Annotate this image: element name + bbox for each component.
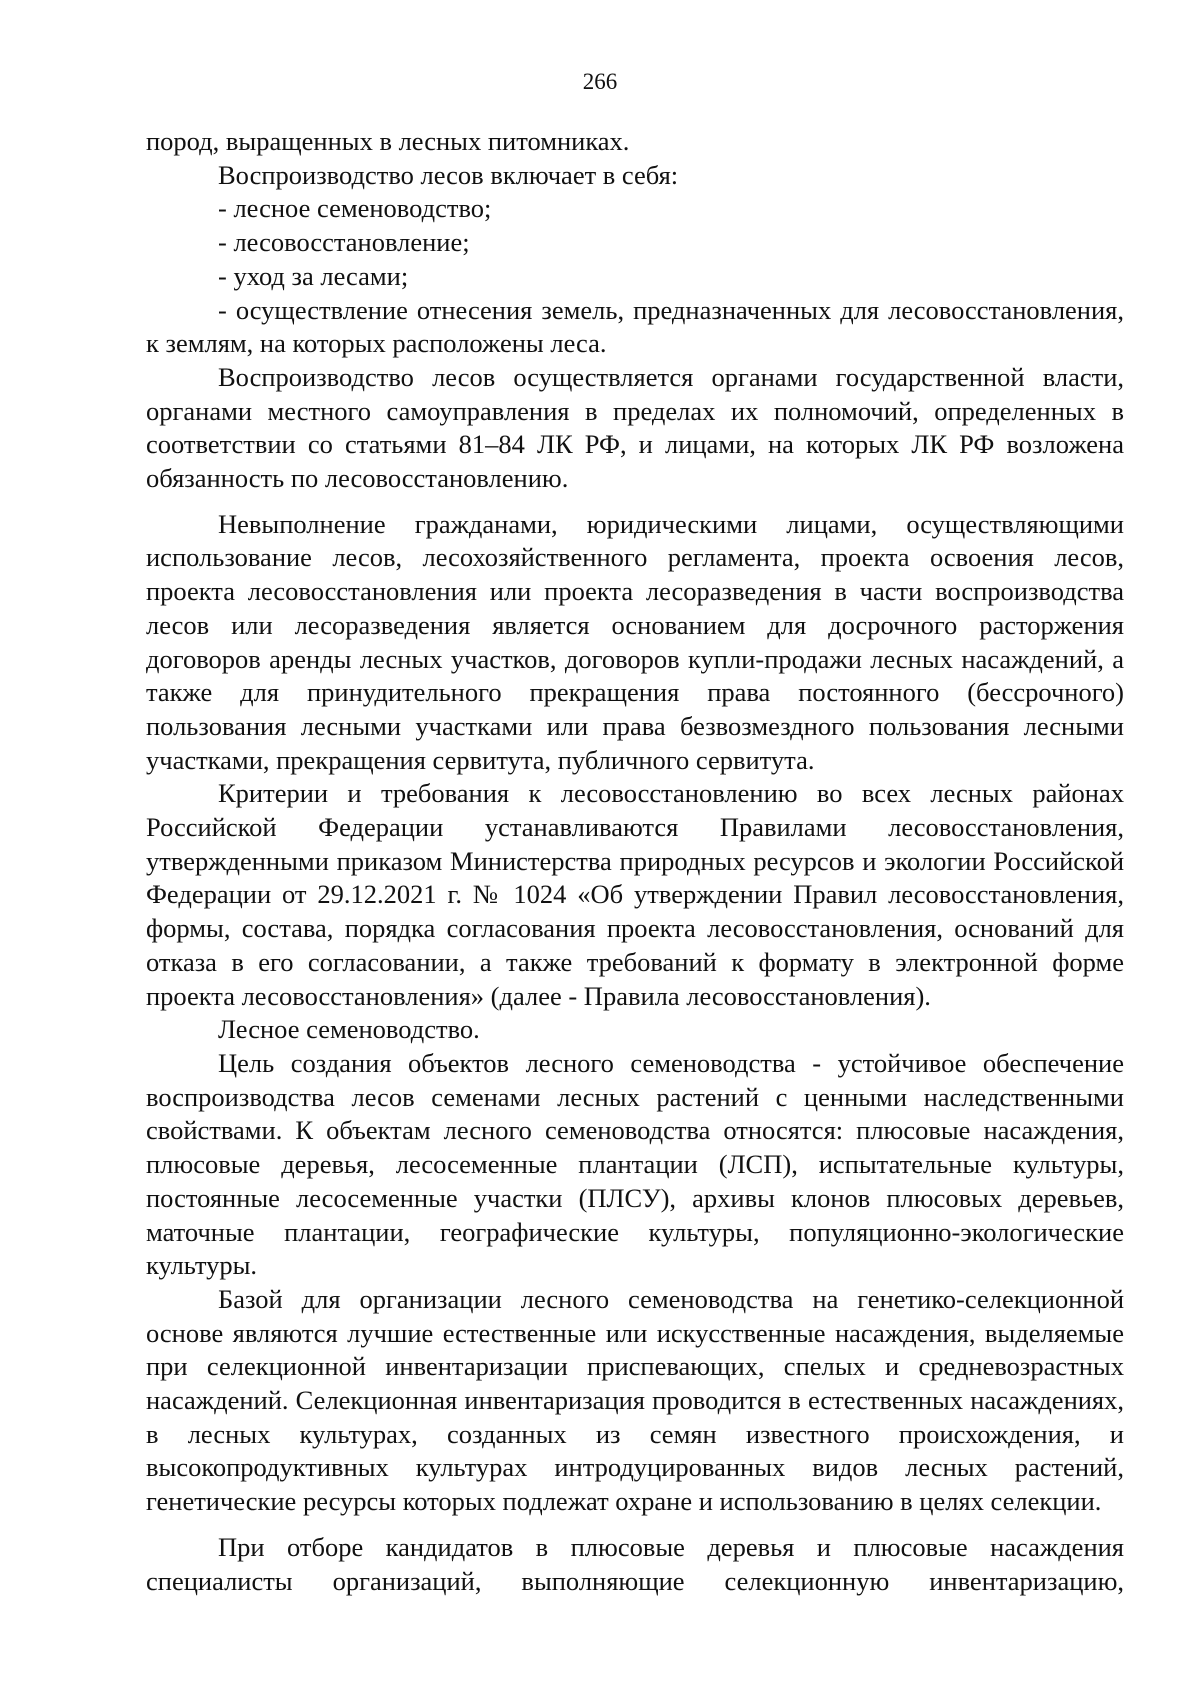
list-item: - осуществление отнесения земель, предназначенных для лесовосстановления, к землям, на которых расположены леса. [146,294,1124,359]
list-item: - лесовосстановление; [218,227,470,258]
document-body [146,125,1124,1598]
paragraph: Воспроизводство лесов осуществляется органами государственной власти, органами местного самоуправления в пределах их полномочий, определенных в соответствии со статьями 81–84 ЛК РФ, и лицами, на которых ЛК РФ возложена обязанность по лесовосстановлению. [146,361,1124,494]
paragraph: Невыполнение гражданами, юридическими лицами, осуществляющими использование лесов, лесохозяйственного регламента, проекта освоения лесов, проекта лесовосстановления или проекта лесоразведения в части воспроизводства лесов или лесоразведения является основанием для досрочного расторжения договоров аренды лесных участков, договоров купли-продажи лесных насаждений, а также для принудительного прекращения права постоянного (бессрочного) пользования лесными участками или права безвозмездного пользования лесными участками, прекращения сервитута, публичного сервитута. [146,508,1124,775]
paragraph: Цель создания объектов лесного семеноводства - устойчивое обеспечение воспроизводства лесов семенами лесных растений с ценными наследственными свойствами. К объектам лесного семеноводства относятся: плюсовые насаждения, плюсовые деревья, лесосеменные плантации (ЛСП), испытательные культуры, постоянные лесосеменные участки (ПЛСУ), архивы клонов плюсовых деревьев, маточные плантации, географические культуры, популяционно-экологические культуры. [146,1047,1124,1281]
paragraph: Воспроизводство лесов включает в себя: [218,159,679,190]
page-number: 266 [582,69,618,94]
paragraph: Критерии и требования к лесовосстановлению во всех лесных районах Российской Федерации устанавливаются Правилами лесовосстановления, утвержденными приказом Министерства природных ресурсов и экологии Российской Федерации от 29.12.2021 г. № 1024 «Об утверждении Правил лесовосстановления, формы, состава, порядка согласования проекта лесовосстановления, оснований для отказа в его согласовании, а также требований к формату в электронной форме проекта лесовосстановления» (далее - Правила лесовосстановления). [146,778,1124,1011]
paragraph: Базой для организации лесного семеноводства на генетико-селекционной основе являются лучшие естественные или искусственные насаждения, выделяемые при селекционной инвентаризации приспевающих, спелых и средневозрастных насаждений. Селекционная инвентаризация проводится в естественных насаждениях, в лесных культурах, созданных из семян известного происхождения, и высокопродуктивных культурах интродуцированных видов лесных растений, генетические ресурсы которых подлежат охране и использованию в целях селекции. [146,1283,1124,1517]
section-heading: Лесное семеноводство. [218,1014,480,1045]
paragraph: При отборе кандидатов в плюсовые деревья и плюсовые насаждения специалисты организаций, выполняющие селекционную инвентаризацию, [146,1531,1124,1596]
paragraph: пород, выращенных в лесных питомниках. [146,126,630,156]
list-item: - лесное семеноводство; [218,193,492,224]
list-item: - уход за лесами; [218,260,409,291]
